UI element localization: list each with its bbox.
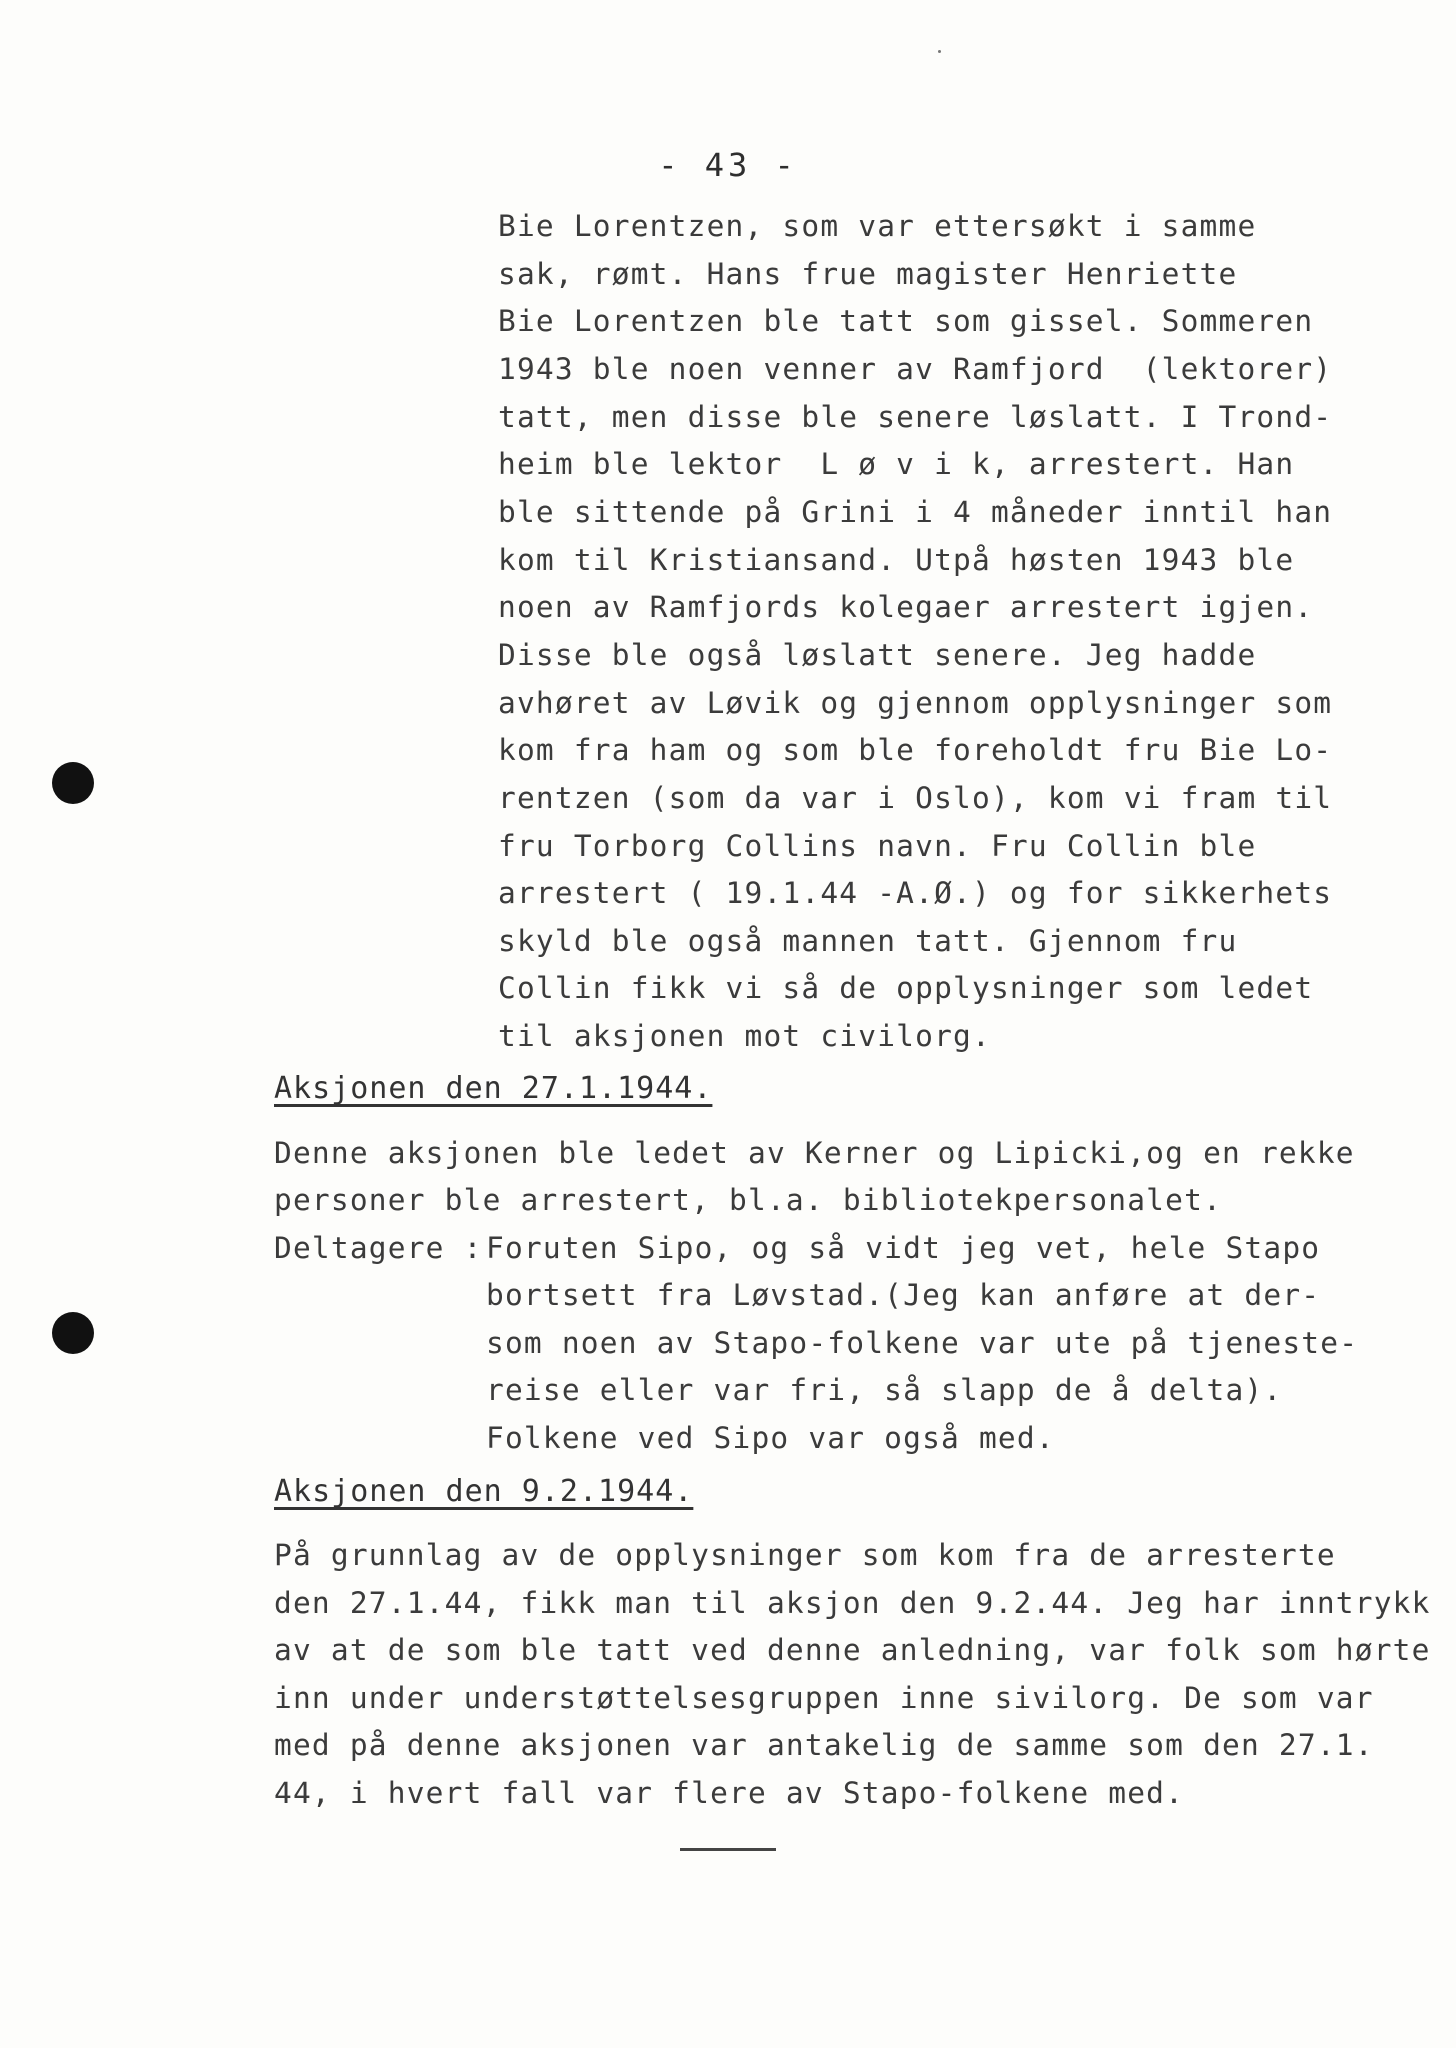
text-line: kom fra ham og som ble foreholdt fru Bie Lo- xyxy=(498,733,1333,767)
text-line: tatt, men disse ble senere løslatt. I Trond- xyxy=(498,400,1333,434)
text-line: Bie Lorentzen ble tatt som gissel. Sommeren xyxy=(498,304,1314,338)
section-heading-9-2-1944: Aksjonen den 9.2.1944. xyxy=(274,1474,694,1509)
text-line: inn under understøttelsesgruppen inne sivilorg. De som var xyxy=(274,1681,1374,1715)
text-line: til aksjonen mot civilorg. xyxy=(498,1019,991,1053)
text-line: kom til Kristiansand. Utpå høsten 1943 ble xyxy=(498,543,1295,577)
speck-mark xyxy=(938,50,941,53)
text-line: Foruten Sipo, og så vidt jeg vet, hele Stapo xyxy=(486,1231,1321,1265)
text-line: bortsett fra Løvstad.(Jeg kan anføre at der- xyxy=(486,1278,1321,1312)
text-line: den 27.1.44, fikk man til aksjon den 9.2.44. Jeg har inntrykk xyxy=(274,1586,1431,1620)
text-line: som noen av Stapo-folkene var ute på tjeneste- xyxy=(486,1326,1359,1360)
text-line: ble sittende på Grini i 4 måneder inntil han xyxy=(498,495,1333,529)
page-number: - 43 - xyxy=(658,146,798,184)
text-line: fru Torborg Collins navn. Fru Collin ble xyxy=(498,829,1257,863)
text-line: reise eller var fri, så slapp de å delta). xyxy=(486,1373,1283,1407)
text-line: Denne aksjonen ble ledet av Kerner og Lipicki,og en rekke xyxy=(274,1136,1355,1170)
text-line: med på denne aksjonen var antakelig de samme som den 27.1. xyxy=(274,1728,1374,1762)
punch-hole-top xyxy=(52,762,94,804)
punch-hole-bottom xyxy=(52,1312,94,1354)
text-line: sak, rømt. Hans frue magister Henriette xyxy=(498,257,1238,291)
text-line: 1943 ble noen venner av Ramfjord (lektorer) xyxy=(498,352,1333,386)
text-line: arrestert ( 19.1.44 -A.Ø.) og for sikkerhets xyxy=(498,876,1333,910)
text-line: Folkene ved Sipo var også med. xyxy=(486,1421,1055,1455)
text-line: Collin fikk vi så de opplysninger som ledet xyxy=(498,971,1314,1005)
section-heading-27-1-1944: Aksjonen den 27.1.1944. xyxy=(274,1071,713,1106)
text-line: noen av Ramfjords kolegaer arrestert igjen. xyxy=(498,590,1314,624)
text-line: Disse ble også løslatt senere. Jeg hadde xyxy=(498,638,1257,672)
text-line: 44, i hvert fall var flere av Stapo-folkene med. xyxy=(274,1776,1185,1810)
text-line: skyld ble også mannen tatt. Gjennom fru xyxy=(498,924,1238,958)
text-line: På grunnlag av de opplysninger som kom fra de arresterte xyxy=(274,1538,1336,1572)
text-line: Bie Lorentzen, som var ettersøkt i samme xyxy=(498,209,1257,243)
end-rule xyxy=(680,1848,776,1851)
text-line: rentzen (som da var i Oslo), kom vi fram til xyxy=(498,781,1333,815)
text-line: heim ble lektor L ø v i k, arrestert. Han xyxy=(498,447,1295,481)
text-line: personer ble arrestert, bl.a. bibliotekpersonalet. xyxy=(274,1183,1223,1217)
text-line: av at de som ble tatt ved denne anledning, var folk som hørte xyxy=(274,1633,1431,1667)
participants-label: Deltagere : xyxy=(274,1231,483,1265)
text-line: avhøret av Løvik og gjennom opplysninger som xyxy=(498,686,1333,720)
